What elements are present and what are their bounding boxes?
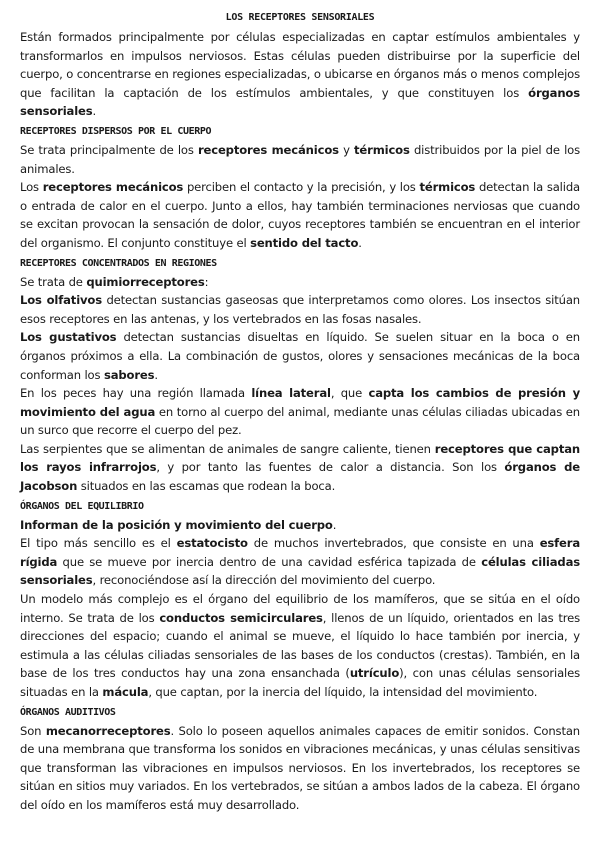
text-run: . <box>358 235 362 250</box>
text-run: , llenos de un líquido, orientados en las tres direcciones del espacio; cuando el animal se mueve, el líquido lo hace también por inercia, y estimula a las células ciliadas sensoriales de las bases de los conductos (crestas). También, en la base de los tres conductos hay una zona ensanchada ( <box>20 610 580 681</box>
bold-term: utrículo <box>349 666 400 681</box>
text-run: , que <box>330 386 369 401</box>
text-run: . <box>92 104 97 119</box>
paragraph <box>20 516 580 535</box>
text-run: perciben el contacto y la precisión, y los <box>183 180 420 195</box>
bold-term: órganos de Jacobson <box>20 460 580 494</box>
bold-term: receptores mecánicos <box>42 180 184 195</box>
bold-term: estatocisto <box>176 536 248 551</box>
bold-term: quimiorreceptores <box>86 274 205 289</box>
bold-term: esfera rígida <box>20 536 580 569</box>
bold-term: Los gustativos <box>20 330 117 345</box>
bold-term: receptores mecánicos <box>197 142 339 157</box>
text-run: Los <box>20 180 43 195</box>
bold-term: Los olfativos <box>20 293 103 308</box>
paragraph <box>20 328 580 384</box>
text-run: . <box>154 367 158 382</box>
text-run: Están formados principalmente por células especializadas en captar estímulos ambientales y transformarlos en impulsos nerviosos. Estas células pueden distribuirse por la superficie del cuerpo, o concentrarse en regiones especializadas, o ubicarse en órganos más o menos complejos que facilitan la captación de los estímulos ambientales, y que constituyen los <box>20 30 580 100</box>
text-run: Las serpientes que se alimentan de animales de sangre caliente, tienen <box>20 441 435 456</box>
text-run: : <box>204 274 209 289</box>
paragraph <box>20 590 580 702</box>
bold-term: térmicos <box>419 180 476 195</box>
bold-term: receptores que captan los rayos infrarrojos <box>20 441 580 475</box>
text-run: Se trata principalmente de los <box>20 142 198 157</box>
paragraph <box>20 534 580 590</box>
text-run: distribuidos por la piel de los animales. <box>20 142 580 176</box>
bold-term: térmicos <box>354 142 410 157</box>
text-run: ), con unas células sensoriales situadas en la <box>20 666 580 699</box>
text-run: situados en las escamas que rodean la boca. <box>77 479 336 494</box>
paragraph <box>20 273 580 292</box>
bold-term: órganos sensoriales <box>20 85 580 119</box>
text-run: de muchos invertebrados, que consiste en una <box>247 536 540 551</box>
text-run: y <box>338 142 355 157</box>
paragraph <box>20 291 580 328</box>
section-heading-concentrados: RECEPTORES CONCENTRADOS EN REGIONES <box>20 257 217 269</box>
bold-term: conductos semicirculares <box>159 610 323 625</box>
text-run: , reconociéndose así la dirección del movimiento del cuerpo. <box>92 573 436 588</box>
section-heading-auditivos: ÓRGANOS AUDITIVOS <box>20 706 116 718</box>
bold-term: sabores <box>103 367 155 382</box>
bold-term: línea lateral <box>251 386 331 401</box>
paragraph <box>20 384 580 440</box>
intro-paragraph <box>20 28 580 121</box>
text-run: detectan la salida o entrada de calor en el cuerpo. Junto a ellos, hay también terminaciones nerviosas que cuando se excitan provocan la sensación de dolor, cuyos receptores también se encuentran en el interior del organismo. El conjunto constituye el <box>20 180 580 250</box>
text-run: Se trata de <box>20 274 87 289</box>
text-run: En los peces hay una región llamada <box>20 386 252 401</box>
text-run: en torno al cuerpo del animal, mediante unas células ciliadas ubicadas en un surco que recorre el cuerpo del pez. <box>20 404 580 438</box>
paragraph <box>20 440 580 496</box>
text-run: . Solo lo poseen aquellos animales capaces de emitir sonidos. Constan de una membrana que transforma los sonidos en vibraciones mecánicas, y unas células sensitivas que transforman las vibraciones en impulsos nerviosos. En los invertebrados, los receptores se sitúan en sitios muy variados. En los vertebrados, se sitúan a ambos lados de la cabeza. El órgano del oído en los mamíferos está muy desarrollado. <box>20 723 580 812</box>
text-run: que se mueve por inercia dentro de una cavidad esférica tapizada de <box>57 554 482 569</box>
text-run: detectan sustancias disueltas en líquido. Se suelen situar en la boca o en órganos próximos a ella. La combinación de gustos, olores y sensaciones mecánicas de la boca conforman los <box>20 330 580 382</box>
text-run: Son <box>20 723 46 738</box>
bold-term: sentido del tacto <box>250 235 359 250</box>
bold-term: células ciliadas sensoriales <box>20 554 580 588</box>
bold-term: mecanorreceptores <box>45 723 171 738</box>
paragraph <box>20 178 580 252</box>
text-run: El tipo más sencillo es el <box>20 536 177 551</box>
text-run: . <box>332 517 337 532</box>
bold-term: capta los cambios de presión y movimiento del agua <box>20 386 581 419</box>
text-run: Un modelo más complejo es el órgano del equilibrio de los mamíferos, que se sitúa en el oído interno. Se trata de los <box>20 592 580 625</box>
bold-term: Informan de la posición y movimiento del cuerpo <box>20 517 333 532</box>
section-heading-equilibrio: ÓRGANOS DEL EQUILIBRIO <box>20 500 144 512</box>
page-title: LOS RECEPTORES SENSORIALES <box>225 12 375 23</box>
bold-term: mácula <box>102 685 149 699</box>
text-run: , que captan, por la inercia del líquido, la intensidad del movimiento. <box>148 685 538 699</box>
text-run: detectan sustancias gaseosas que interpretamos como olores. Los insectos sitúan esos receptores en las antenas, y los vertebrados en las fosas nasales. <box>20 293 581 326</box>
section-heading-dispersos: RECEPTORES DISPERSOS POR EL CUERPO <box>20 125 212 137</box>
paragraph <box>20 141 580 178</box>
paragraph <box>20 722 580 815</box>
text-run: , y por tanto las fuentes de calor a distancia. Son los <box>156 460 505 475</box>
